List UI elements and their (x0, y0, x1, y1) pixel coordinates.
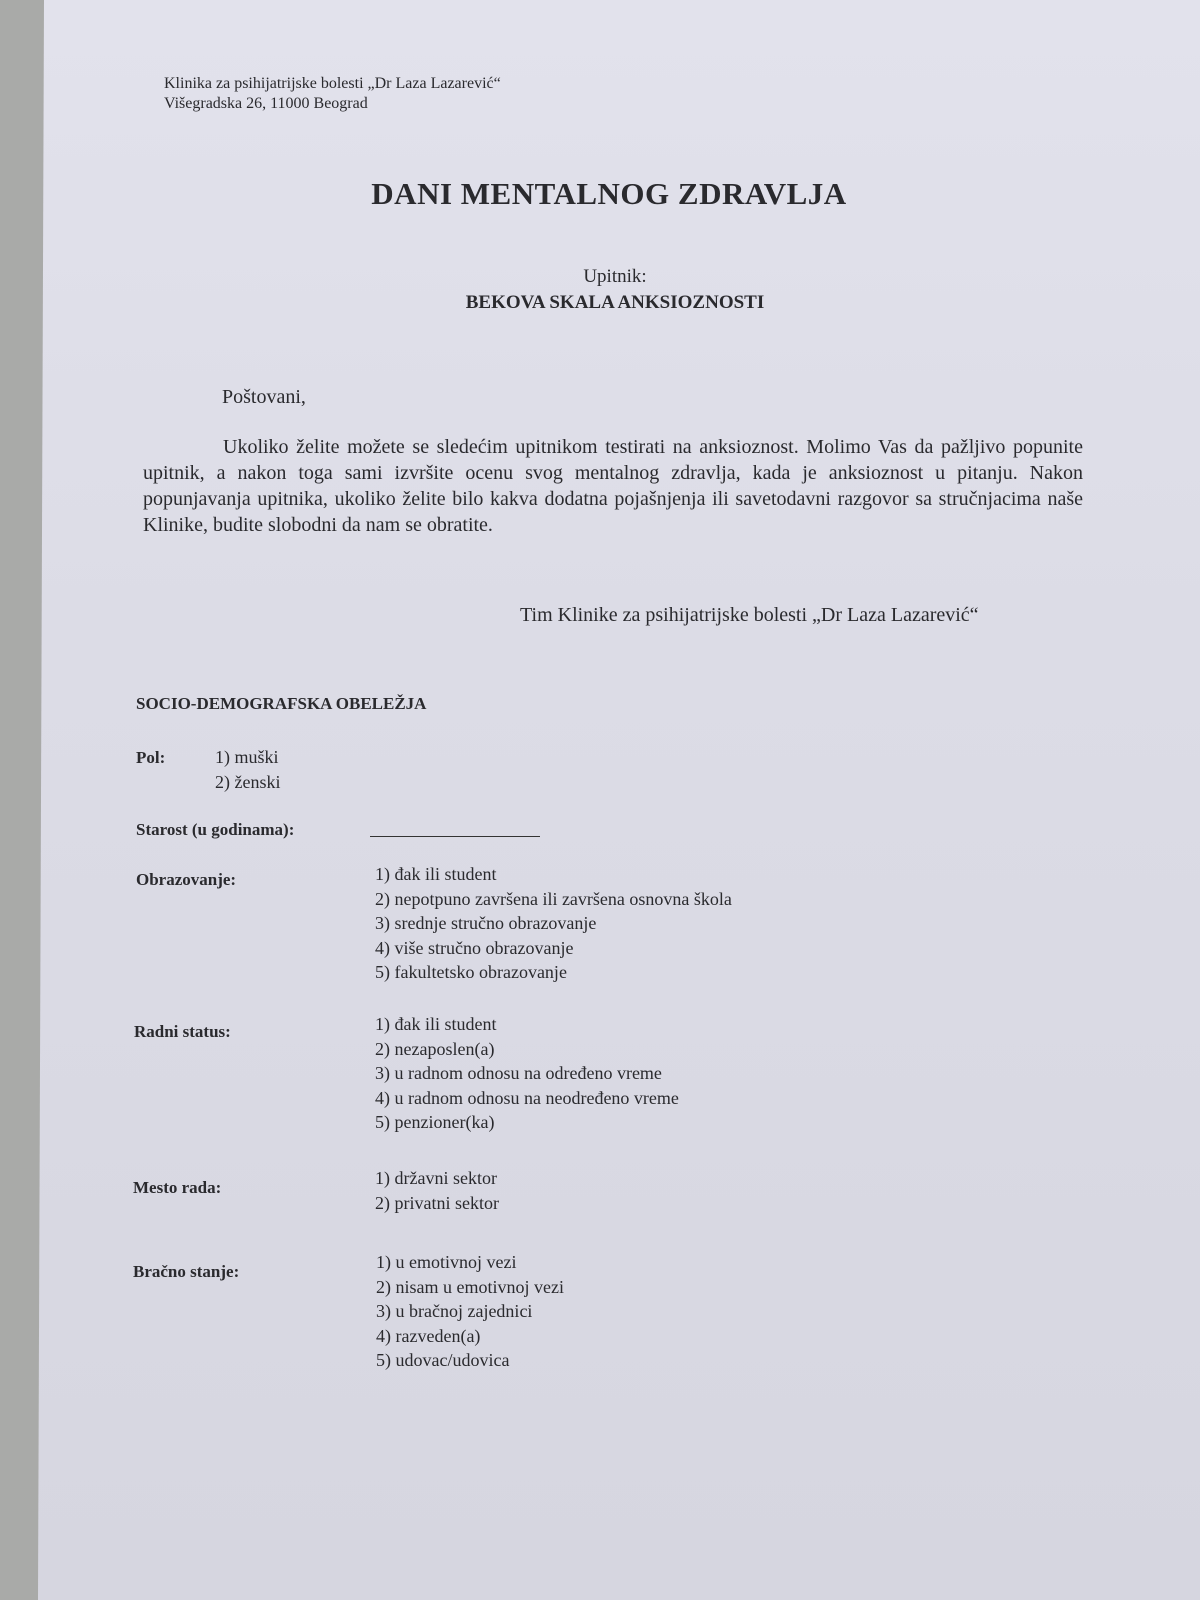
option-item[interactable]: 5) udovac/udovica (376, 1350, 510, 1370)
field-label-radni-status: Radni status: (134, 1022, 231, 1041)
greeting: Poštovani, (222, 386, 306, 408)
intro-paragraph: Ukoliko želite možete se sledećim upitnikom testirati na anksioznost. Molimo Vas da pažljivo popunite upitnik, a nakon toga sami izvršite ocenu svog mentalnog zdravlja, kada je anksioznost u pitanju. Nakon popunjavanja upitnika, ukoliko želite bilo kakva dodatna pojašnjenja ili savetodavni razgovor sa stručnjacima naše Klinike, budite slobodni da nam se obratite. (143, 436, 1083, 536)
option-item[interactable]: 3) srednje stručno obrazovanje (375, 913, 597, 933)
option-item[interactable]: 2) nisam u emotivnoj vezi (376, 1276, 564, 1297)
questionnaire-label: Upitnik: (583, 266, 647, 287)
options-obrazovanje (375, 862, 732, 985)
option-item[interactable]: 1) državni sektor (375, 1168, 497, 1188)
option-item[interactable]: 3) u bračnoj zajednici (376, 1301, 533, 1321)
option-item[interactable]: 5) fakultetsko obrazovanje (375, 962, 567, 982)
option-item[interactable]: 2) ženski (215, 771, 281, 792)
option-item[interactable]: 1) muški (215, 747, 279, 767)
option-item[interactable]: 5) penzioner(ka) (375, 1112, 495, 1132)
page-title: DANI MENTALNOG ZDRAVLJA (371, 176, 847, 211)
option-item[interactable]: 4) više stručno obrazovanje (375, 937, 574, 958)
paper-page (38, 0, 1200, 1600)
option-item[interactable]: 1) đak ili student (375, 1014, 497, 1034)
options-pol (215, 745, 280, 794)
option-item[interactable]: 1) u emotivnoj vezi (376, 1252, 517, 1272)
options-radni-status (375, 1012, 679, 1135)
field-label-mesto-rada: Mesto rada: (133, 1178, 222, 1197)
options-mesto-rada (375, 1166, 499, 1215)
options-bracno-stanje (376, 1250, 564, 1373)
section-title: SOCIO-DEMOGRAFSKA OBELEŽJA (136, 694, 427, 713)
option-item[interactable]: 3) u radnom odnosu na određeno vreme (375, 1063, 662, 1083)
institution-address: Višegradska 26, 11000 Beograd (164, 95, 368, 112)
option-item[interactable]: 2) privatni sektor (375, 1192, 499, 1213)
age-input-line[interactable] (370, 822, 540, 842)
option-item[interactable]: 2) nepotpuno završena ili završena osnovna škola (375, 888, 732, 909)
questionnaire-name: BEKOVA SKALA ANKSIOZNOSTI (465, 292, 765, 313)
option-item[interactable]: 4) razveden(a) (376, 1325, 481, 1346)
option-item[interactable]: 1) đak ili student (375, 864, 497, 884)
signature: Tim Klinike za psihijatrijske bolesti „Dr Laza Lazarević“ (520, 604, 979, 626)
field-label-obrazovanje: Obrazovanje: (136, 870, 237, 889)
institution-name: Klinika za psihijatrijske bolesti „Dr Laza Lazarević“ (164, 75, 501, 92)
field-label-starost: Starost (u godinama): (136, 820, 295, 839)
field-label-bracno-stanje: Bračno stanje: (133, 1262, 240, 1281)
option-item[interactable]: 2) nezaposlen(a) (375, 1038, 495, 1059)
field-label-pol: Pol: (136, 748, 166, 767)
option-item[interactable]: 4) u radnom odnosu na neodređeno vreme (375, 1087, 679, 1108)
